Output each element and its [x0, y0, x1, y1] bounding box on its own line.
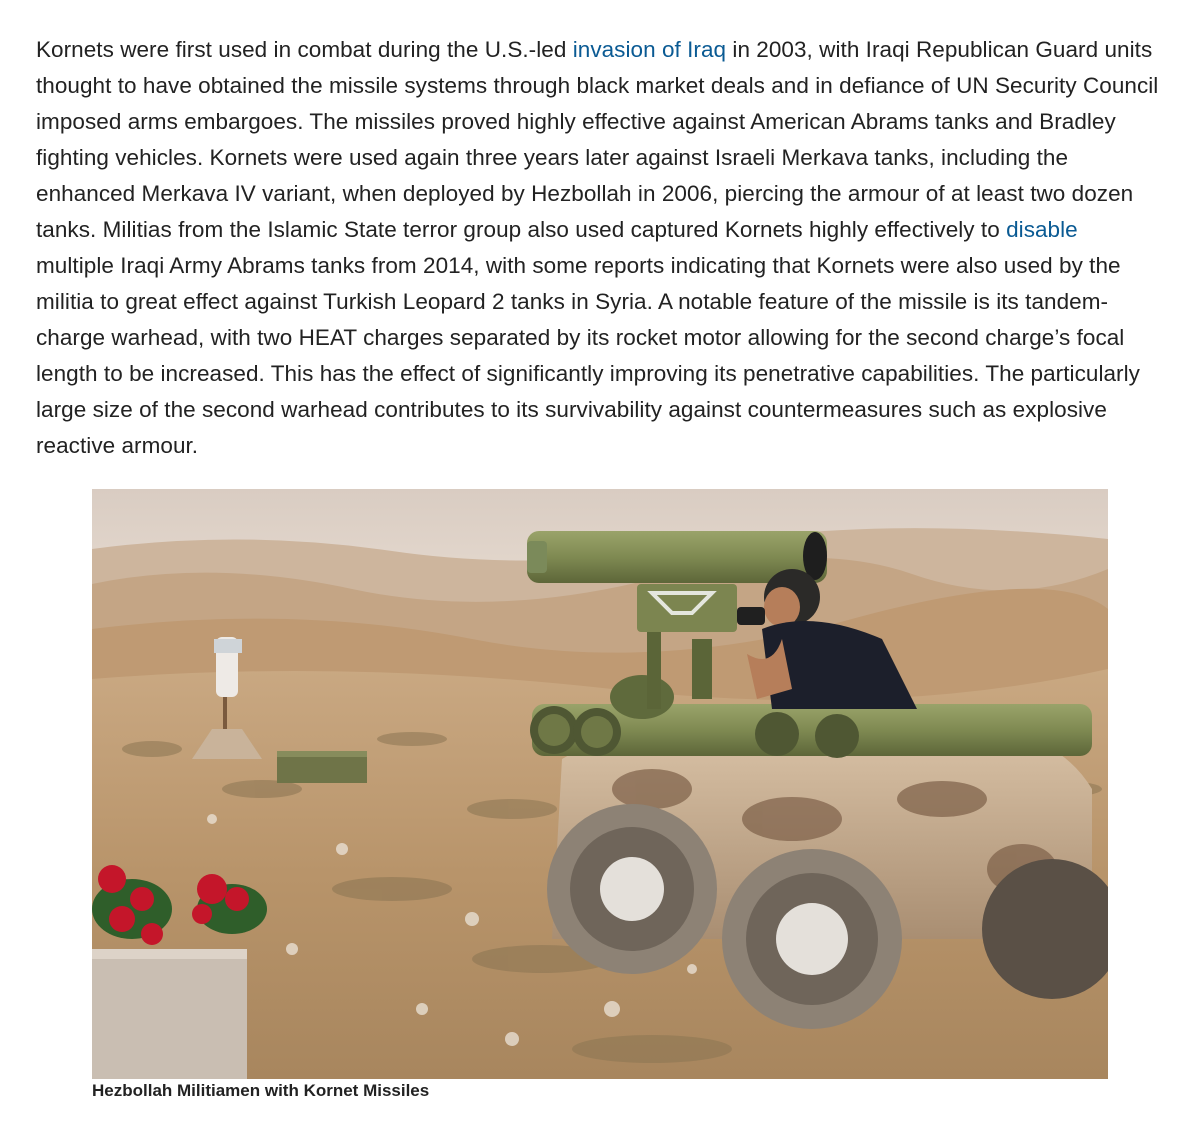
paragraph-text: in 2003, with Iraqi Republican Guard units thought to have obtained the missile systems through black market deals and in defiance of UN Security Council imposed arms embargoes. The missiles proved highly effective against American Abrams tanks and Bradley fighting vehicles. Kornets were used again three years later against Israeli Merkava tanks, including the enhanced Merkava IV variant, when deployed by Hezbollah in 2006, piercing the armour of at least two dozen tanks. Militias from the Islamic State terror group also used captured Kornets highly effectively to — [36, 37, 1159, 242]
kornet-photo — [92, 489, 1108, 1079]
figure-caption: Hezbollah Militiamen with Kornet Missiles — [92, 1081, 430, 1100]
article-paragraph — [36, 32, 1160, 464]
paragraph-text: Kornets were first used in combat during the U.S.-led — [36, 37, 573, 62]
disable-link[interactable]: disable — [1006, 217, 1078, 242]
article-figure — [92, 489, 1108, 1101]
invasion-of-iraq-link[interactable]: invasion of Iraq — [572, 37, 727, 62]
paragraph-text: multiple Iraqi Army Abrams tanks from 2014, with some reports indicating that Kornets were also used by the militia to great effect against Turkish Leopard 2 tanks in Syria. A notable feature of the missile is its tandem-charge warhead, with two HEAT charges separated by its rocket motor allowing for the second charge’s focal length to be increased. This has the effect of significantly improving its penetrative capabilities. The particularly large size of the second warhead contributes to its survivability against countermeasures such as explosive reactive armour. — [36, 253, 1140, 458]
